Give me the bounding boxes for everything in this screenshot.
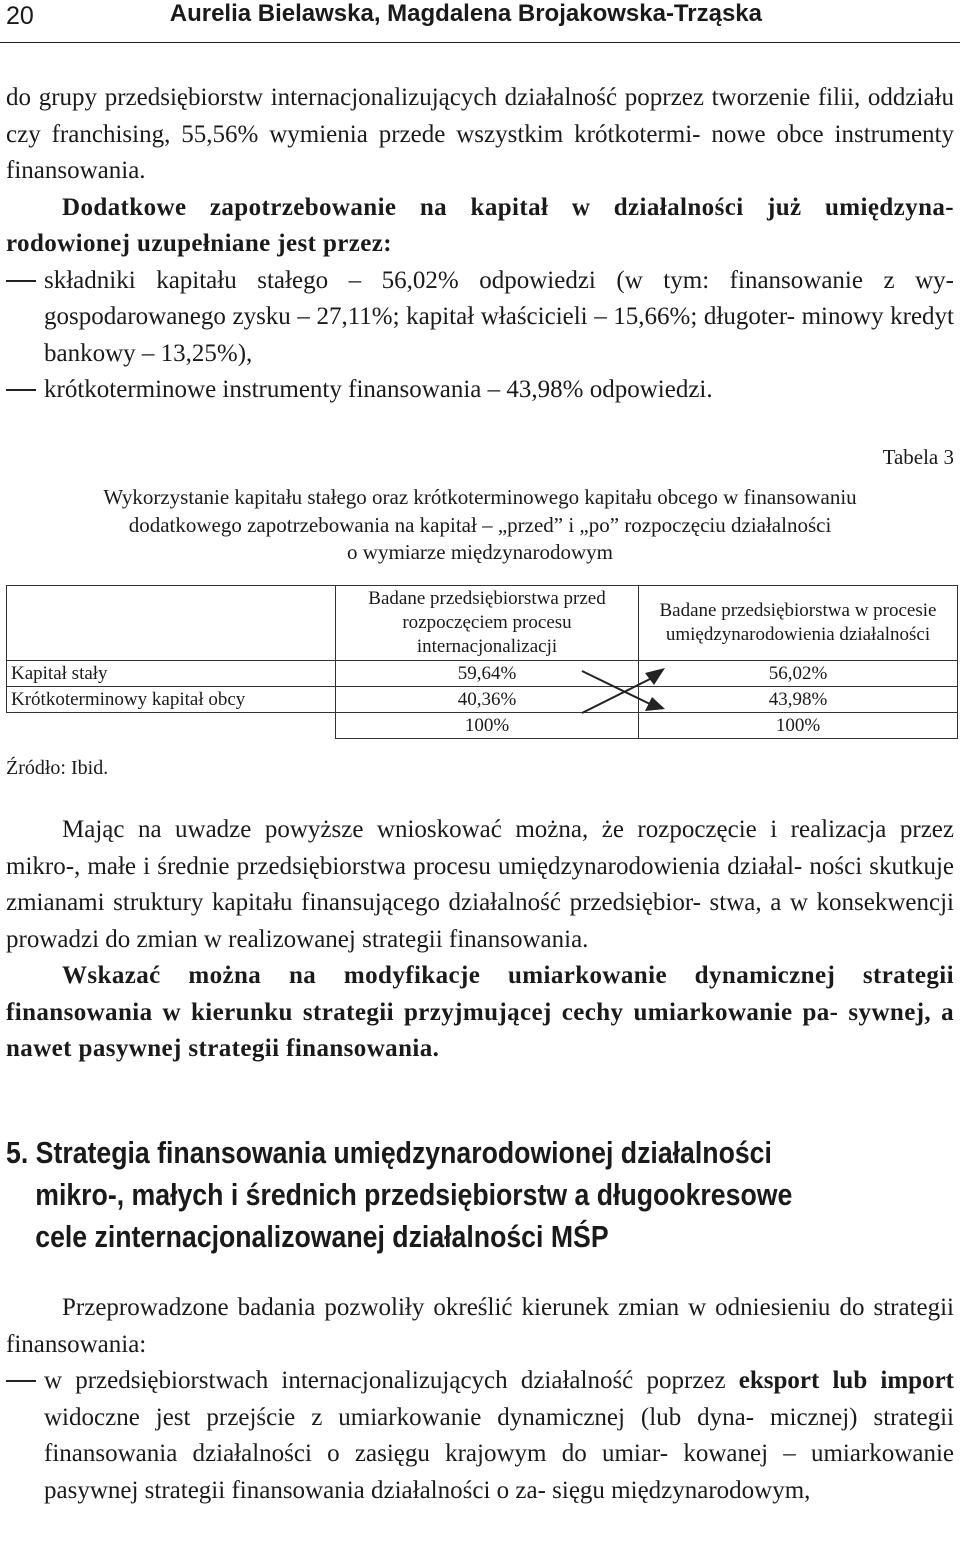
text-block-middle [6, 812, 954, 1068]
list-item [6, 372, 954, 409]
text-block-top [6, 80, 954, 409]
table-source: Źródło: Ibid. [6, 757, 109, 779]
row-label: Kapitał stały [7, 661, 336, 687]
list-item-text-end: widoczne jest przejście z umiarkowanie dynamicznej (lub dyna- micznej) strategii finansowania działalności o zasięgu krajowym do umiar- kowanej – umiarkowanie pasywnej strategii finansowania działalności o za- sięgu międzynarodowym, [44, 1403, 954, 1504]
text-block-bottom [6, 1290, 954, 1509]
cell-after: 56,02% [639, 661, 958, 687]
paragraph-bold-conclusion: Wskazać można na modyfikacje umiarkowanie dynamicznej strategii finansowania w kierunku strategii przyjmującej cechy umiarkowanie pa- sywnej, a nawet pasywnej strategii finansowania. [6, 962, 954, 1062]
dash-bullet [6, 389, 36, 391]
running-header [0, 0, 960, 43]
list-item [6, 1363, 954, 1509]
table-row [7, 661, 958, 687]
table-row [7, 687, 958, 713]
page-number: 20 [6, 2, 34, 30]
table-title-line: dodatkowego zapotrzebowania na kapitał – „przed” i „po” rozpoczęciu działalności [128, 512, 832, 537]
paragraph-bold-intro: Dodatkowe zapotrzebowanie na kapitał w działalności już umiędzyna- rodowionej uzupełniane jest przez: [6, 193, 954, 257]
list-item-text: składniki kapitału stałego – 56,02% odpowiedzi (w tym: finansowanie z wy- gospodarowanego zysku – 27,11%; kapitał właścicieli – 15,66%; długoter- minowy kredyt bankowy – 13,25%), [44, 266, 954, 367]
list-item [6, 263, 954, 373]
table-title-line: Wykorzystanie kapitału stałego oraz krótkoterminowego kapitału obcego w finansowaniu [103, 485, 857, 509]
table-corner-cell [7, 586, 336, 661]
section-heading [6, 1132, 943, 1258]
section-title-line: Strategia finansowania umiędzynarodowionej działalności [35, 1135, 772, 1170]
row-label: Krótkoterminowy kapitał obcy [7, 687, 336, 713]
table-title [0, 484, 960, 567]
cell-after: 100% [639, 713, 958, 739]
paragraph: Mając na uwadze powyższe wnioskować można, że rozpoczęcie i realizacja przez mikro-, małe i średnie przedsiębiorstwa procesu umiędzynarodowienia działal- ności skutkuje zmianami struktury kapitału finansującego działalność przedsiębior- stwa, a w konsekwencji prowadzi do zmian w realizowanej strategii finansowania. [6, 816, 954, 953]
cell-before: 40,36% [336, 687, 639, 713]
data-table [6, 585, 958, 739]
list-item-text-bold: eksport lub import [738, 1367, 955, 1394]
section-title-line: mikro-, małych i średnich przedsiębiorstw a długookresowe [35, 1177, 793, 1212]
section-title-line: cele zinternacjonalizowanej działalności MŚP [35, 1219, 609, 1254]
table-row-total [7, 713, 958, 739]
table-header-row [7, 586, 958, 661]
paragraph: Przeprowadzone badania pozwoliły określić kierunek zmian w odniesieniu do strategii finansowania: [6, 1294, 954, 1358]
cell-before: 59,64% [336, 661, 639, 687]
col-header-before: Badane przedsiębiorstwa przed rozpoczęciem procesu internacjonalizacji [336, 586, 639, 661]
section-number: 5. [6, 1135, 29, 1170]
dash-bullet [6, 280, 36, 282]
col-header-after: Badane przedsiębiorstwa w procesie umiędzynarodowienia działalności [639, 586, 958, 661]
row-label [7, 713, 336, 739]
list-item-text-start: w przedsiębiorstwach internacjonalizujących działalność poprzez [44, 1367, 739, 1394]
header-authors: Aurelia Bielawska, Magdalena Brojakowska-Trząska [169, 0, 762, 27]
table-number: Tabela 3 [882, 445, 954, 469]
cell-before: 100% [336, 713, 639, 739]
table-title-line: o wymiarze międzynarodowym [347, 540, 613, 564]
paragraph-continuation: do grupy przedsiębiorstw internacjonalizujących działalność poprzez tworzenie filii, oddziału czy franchising, 55,56% wymienia przede wszystkim krótkotermi- nowe obce instrumenty finansowania. [6, 84, 954, 184]
dash-bullet [6, 1380, 36, 1382]
cell-after: 43,98% [639, 687, 958, 713]
list-item-text: krótkoterminowe instrumenty finansowania – 43,98% odpowiedzi. [44, 376, 713, 403]
